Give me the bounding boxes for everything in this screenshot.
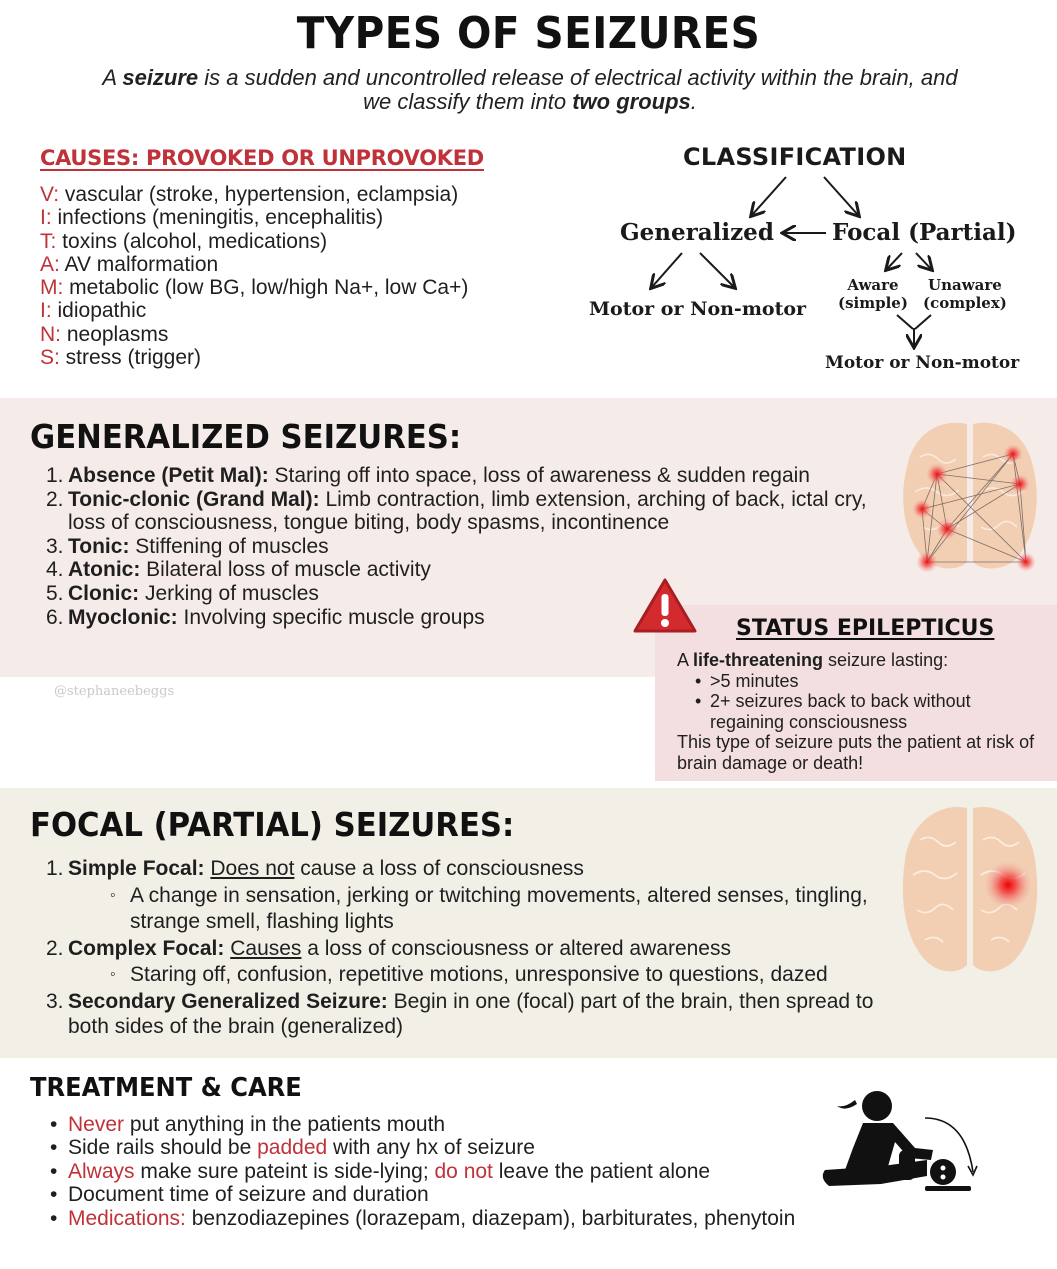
cause-item: I: idiopathic	[40, 299, 147, 323]
treatment-list	[50, 1113, 795, 1230]
treatment-item: • Side rails should be padded with any hx of seizure	[50, 1136, 795, 1159]
generalized-item: 1. Absence (Petit Mal): Staring off into space, loss of awareness & sudden regain	[46, 464, 810, 487]
recovery-position-icon	[815, 1078, 980, 1193]
generalized-item: 2. Tonic-clonic (Grand Mal): Limb contraction, limb extension, arching of back, ictal cry, loss of consciousness, tongue biting, body spasms, incontinence	[46, 487, 867, 535]
focal-item: 2. Complex Focal: Causes a loss of consciousness or altered awareness ◦ Staring off, confusion, repetitive motions, unresponsive to questions, dazed	[46, 936, 906, 989]
classification-title: CLASSIFICATION	[683, 143, 907, 171]
focal-subitem: ◦ Staring off, confusion, repetitive motions, unresponsive to questions, dazed	[108, 962, 906, 989]
classification-aware: Aware (simple)	[838, 276, 908, 312]
status-intro: A life-threatening seizure lasting:	[677, 650, 949, 670]
generalized-heading: GENERALIZED SEIZURES:	[30, 417, 462, 456]
treatment-item: • Medications: benzodiazepines (lorazepam, diazepam), barbiturates, phenytoin	[50, 1207, 795, 1230]
focal-subitem: ◦ A change in sensation, jerking or twitching movements, altered senses, tingling, strange smell, flashing lights	[108, 883, 906, 936]
treatment-item: • Always make sure pateint is side-lying; do not leave the patient alone	[50, 1160, 795, 1183]
cause-item: A: AV malformation	[40, 252, 219, 276]
classification-motor-focal: Motor or Non-motor	[825, 353, 1020, 373]
focal-list	[46, 856, 906, 1039]
classification-focal: Focal (Partial)	[832, 219, 1017, 246]
brain-network-icon	[895, 412, 1045, 577]
causes-heading: CAUSES: PROVOKED OR UNPROVOKED	[40, 146, 484, 170]
cause-item: S: stress (trigger)	[40, 346, 202, 370]
treatment-heading: TREATMENT & CARE	[30, 1073, 302, 1103]
focal-sublist	[68, 883, 906, 936]
classification-generalized: Generalized	[620, 219, 774, 246]
focal-item: 3. Secondary Generalized Seizure: Begin in one (focal) part of the brain, then spread to both sides of the brain (generalized)	[46, 989, 874, 1038]
generalized-item: 4. Atonic: Bilateral loss of muscle activity	[46, 558, 431, 582]
generalized-item: 5. Clonic: Jerking of muscles	[46, 581, 319, 605]
brain-focal-icon	[895, 800, 1045, 980]
causes-list	[40, 183, 468, 369]
cause-item: I: infections (meningitis, encephalitis)	[40, 206, 384, 230]
generalized-item: 6. Myoclonic: Involving specific muscle groups	[46, 605, 485, 629]
focal-item: 1. Simple Focal: Does not cause a loss of consciousness ◦ A change in sensation, jerking or twitching movements, altered senses, tingling, strange smell, flashing lights	[46, 856, 906, 936]
classification-diagram	[580, 135, 1050, 385]
page-title: TYPES OF SEIZURES	[296, 8, 761, 59]
warning-icon	[632, 577, 698, 635]
status-bullets	[677, 671, 1057, 733]
status-epilepticus-heading: STATUS EPILEPTICUS	[736, 616, 995, 641]
status-bullet: • 2+ seizures back to back without regaining consciousness	[693, 691, 1003, 732]
generalized-item: 3. Tonic: Stiffening of muscles	[46, 534, 329, 558]
focal-heading: FOCAL (PARTIAL) SEIZURES:	[30, 805, 515, 844]
cause-item: T: toxins (alcohol, medications)	[40, 229, 328, 253]
cause-item: V: vascular (stroke, hypertension, eclampsia)	[40, 183, 459, 206]
cause-item: N: neoplasms	[40, 322, 169, 346]
watermark: @stephaneebeggs	[54, 684, 175, 699]
treatment-item: • Never put anything in the patients mouth	[50, 1113, 795, 1136]
status-epilepticus-body	[677, 650, 1057, 773]
classification-unaware: Unaware (complex)	[923, 276, 1007, 312]
classification-arrows	[580, 135, 1050, 385]
treatment-item: • Document time of seizure and duration	[50, 1183, 795, 1206]
cause-item: M: metabolic (low BG, low/high Na+, low Ca+)	[40, 276, 469, 300]
status-bullet: • >5 minutes	[693, 671, 1057, 692]
status-footer: This type of seizure puts the patient at risk of brain damage or death!	[677, 732, 1035, 773]
focal-sublist	[68, 962, 906, 989]
intro-text: A seizure is a sudden and uncontrolled release of electrical activity within the brain, and we classify them into two groups.	[102, 65, 958, 114]
classification-motor-generalized: Motor or Non-motor	[589, 298, 807, 320]
